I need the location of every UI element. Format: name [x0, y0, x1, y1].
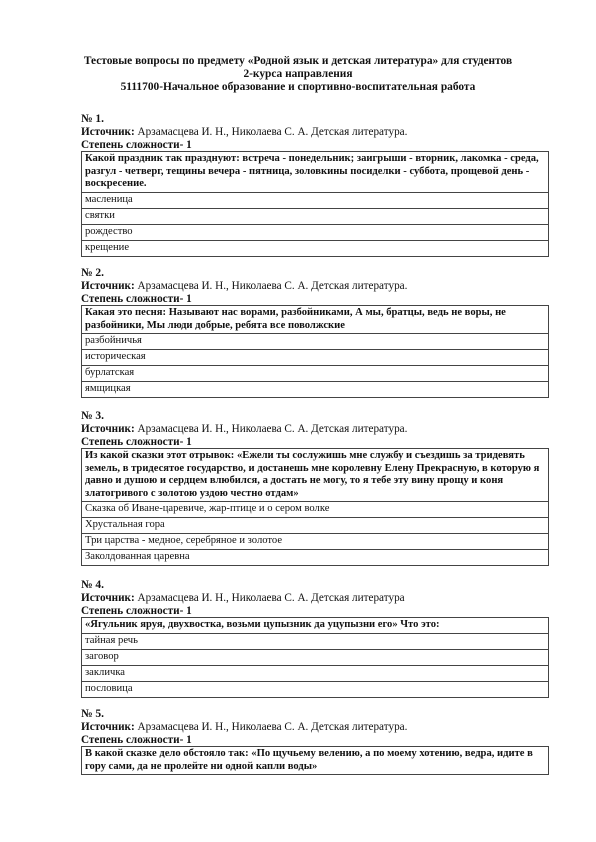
question-table — [81, 151, 549, 257]
question-text: «Ягульник яруя, двухвостка, возьми цупызник да уцупызни его» Что это: — [82, 618, 549, 634]
difficulty-level: Степень сложности- 1 — [81, 436, 192, 448]
header-title-line: Тестовые вопросы по предмету «Родной язык и детская литература» для студентов — [83, 55, 513, 67]
answer-option[interactable]: пословица — [82, 681, 549, 697]
question-source — [81, 721, 549, 734]
question-number: № 2. — [81, 267, 105, 279]
answer-option[interactable]: рождество — [82, 224, 549, 240]
question-text: Какой праздник так празднуют: встреча - понедельник; заигрыши - вторник, лакомка - среда, разгул - четверг, тещины вечера - пятница, золовкины посиделки - суббота, прощевой день - воскресение. — [82, 152, 549, 193]
question-block-1 — [81, 113, 549, 257]
difficulty-level: Степень сложности- 1 — [81, 293, 192, 305]
answer-option[interactable]: масленица — [82, 192, 549, 208]
question-block-3 — [81, 410, 549, 566]
question-table — [81, 617, 549, 698]
question-text: В какой сказке дело обстояло так: «По щучьему велению, а по моему хотению, ведра, идите в гору сами, да не пролейте ни одной капли воды» — [82, 747, 549, 775]
answer-option[interactable]: святки — [82, 208, 549, 224]
question-text: Из какой сказки этот отрывок: «Ежели ты сослужишь мне службу и съездишь за тридевять земель, в тридесятое государство, и достанешь мне королевну Елену Прекрасную, в которую я давно и душою и сердцем влюбился, а достать не могу, то я тебе эту вину прощу и коня златогривого с золотою уздою честно отдам» — [82, 449, 549, 502]
question-text: Какая это песня: Называют нас ворами, разбойниками, А мы, братцы, ведь не воры, не разбойники, Мы люди добрые, ребята все поволжские — [82, 306, 549, 334]
answer-option[interactable]: тайная речь — [82, 633, 549, 649]
answer-option[interactable]: крещение — [82, 240, 549, 256]
answer-option[interactable]: историческая — [82, 350, 549, 366]
question-source — [81, 423, 549, 436]
question-table — [81, 448, 549, 566]
source-text: Арзамасцева И. Н., Николаева С. А. Детская литература. — [134, 721, 408, 733]
answer-option[interactable]: заговор — [82, 649, 549, 665]
question-block-5 — [81, 708, 549, 775]
header-program-line: 5111700-Начальное образование и спортивно-воспитательная работа — [120, 81, 476, 93]
answer-option[interactable]: Заколдованная царевна — [82, 550, 549, 566]
question-block-4 — [81, 579, 549, 698]
answer-option[interactable]: Хрустальная гора — [82, 518, 549, 534]
answer-option[interactable]: бурлатская — [82, 366, 549, 382]
source-text: Арзамасцева И. Н., Николаева С. А. Детская литература. — [134, 126, 408, 138]
question-number: № 1. — [81, 113, 105, 125]
question-number: № 3. — [81, 410, 105, 422]
answer-option[interactable]: закличка — [82, 665, 549, 681]
source-label: Источник: — [81, 126, 135, 138]
difficulty-level: Степень сложности- 1 — [81, 734, 192, 746]
source-label: Источник: — [81, 280, 135, 292]
source-label: Источник: — [81, 423, 135, 435]
answer-option[interactable]: ямщицкая — [82, 382, 549, 398]
question-source — [81, 280, 549, 293]
difficulty-level: Степень сложности- 1 — [81, 605, 192, 617]
source-label: Источник: — [81, 592, 135, 604]
answer-option[interactable]: Три царства - медное, серебряное и золотое — [82, 534, 549, 550]
question-table — [81, 305, 549, 398]
question-number: № 5. — [81, 708, 105, 720]
answer-option[interactable]: Сказка об Иване-царевиче, жар-птице и о сером волке — [82, 502, 549, 518]
source-label: Источник: — [81, 721, 135, 733]
question-source — [81, 592, 549, 605]
source-text: Арзамасцева И. Н., Николаева С. А. Детская литература — [134, 592, 405, 604]
header-course-line: 2-курса направления — [243, 68, 353, 80]
difficulty-level: Степень сложности- 1 — [81, 139, 192, 151]
question-table — [81, 746, 549, 775]
document-header — [40, 55, 556, 94]
source-text: Арзамасцева И. Н., Николаева С. А. Детская литература. — [134, 280, 408, 292]
answer-option[interactable]: разбойничья — [82, 334, 549, 350]
question-block-2 — [81, 267, 549, 398]
question-number: № 4. — [81, 579, 105, 591]
source-text: Арзамасцева И. Н., Николаева С. А. Детская литература. — [134, 423, 408, 435]
question-source — [81, 126, 549, 139]
